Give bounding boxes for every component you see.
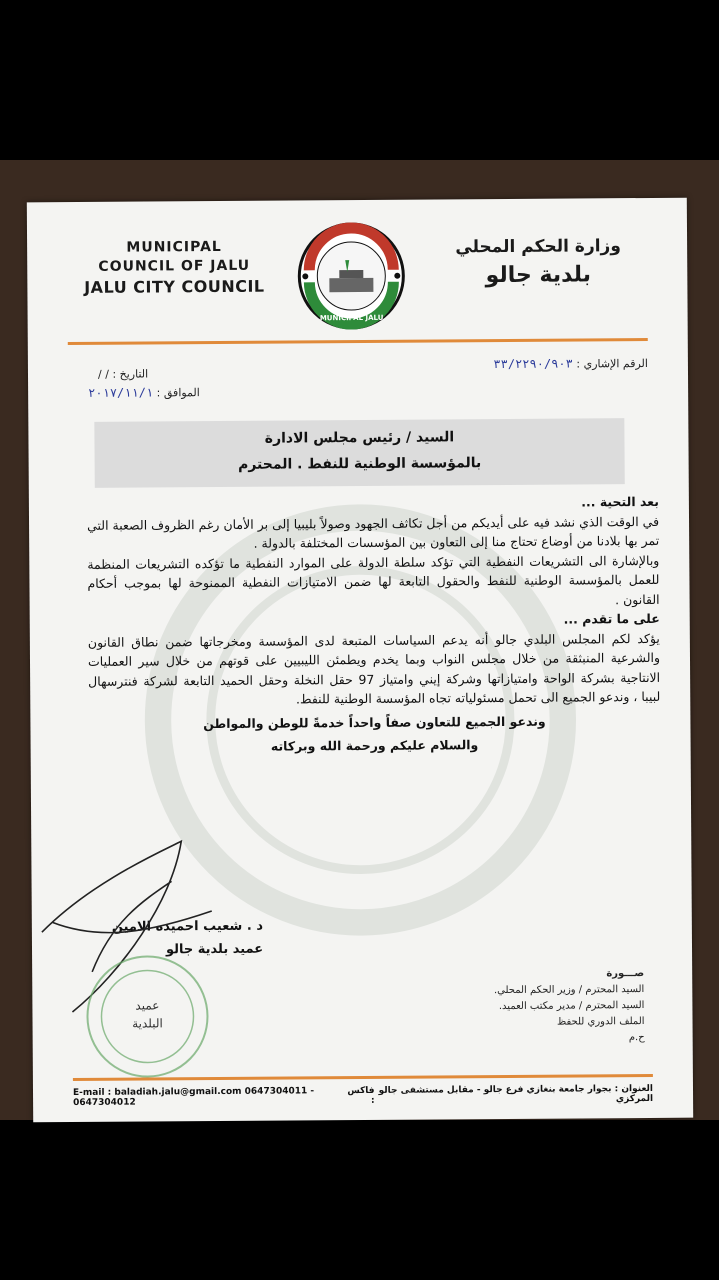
date-field (98, 367, 148, 380)
official-stamp (82, 951, 213, 1082)
footer-contact: E-mail : baladiah.jalu@gmail.com 0647304011 - 0647304012 (72, 1086, 315, 1109)
english-header (79, 239, 269, 297)
cc-list (404, 966, 645, 1048)
stamp-line1: عميد (135, 998, 160, 1013)
paragraph-4: يؤكد لكم المجلس البلدي جالو أنه يدعم السياسات المتبعة لدى المؤسسة ومخرجاتها ضمن نطاق القانون والشرعية المنبثقة من خلال مجلس النواب وبما يخدم ويطمئن الليبيين على قوتهم من خلال سير العمليات الانتاجية بشركة الواحة وامتيازاتها وشركة إيني وامتياز 97 حقل النخلة وحقل الحميد التابعة لشركة فنترسهال لبيبا ، وندعو الجميع الى تحمل مسئولياته تجاه المؤسسة الوطنية للنفط. (87, 630, 661, 707)
english-header-line2: COUNCIL OF JALU (98, 257, 251, 275)
signatory-title: عميد بلدية جالو (165, 941, 264, 958)
cc-item: الملف الدوري للحفظ (556, 1016, 645, 1028)
addressee-line2: بالمؤسسة الوطنية للنفط . المحترم (237, 455, 482, 473)
paragraph-1: في الوقت الذي نشد فيه على أيديكم من أجل تكاثف الجهود وصولاً بليبيا إلى بر الأمان رغم الظروف الصعبة التي تمر بها بلادنا من أوضاع تحتاج منا إلى التعاون بين المؤسسات المختلفة بالدولة . (86, 513, 660, 551)
reference-value: ٣٣/٢٢٩٠/٩٠٣ (493, 356, 573, 372)
arabic-header (443, 236, 633, 288)
corresponding-date (88, 385, 200, 400)
english-header-line1: MUNICIPAL (126, 238, 222, 256)
addressee-line1: السيد / رئيس مجلس الادارة (264, 429, 455, 447)
logo-text: MUNICIPAL JALU (319, 313, 384, 323)
paragraph-3-heading: على ما تقدم ... (563, 610, 660, 627)
signatory-name: د . شعيب احميده الامين (111, 918, 264, 935)
cc-item: ح.م (628, 1032, 645, 1044)
date-label: التاريخ : (112, 367, 149, 381)
closing-line1: وندعو الجميع للتعاون صفاً واحداً خدمةً للوطن والمواطن (203, 713, 546, 731)
corresponding-label: الموافق : (156, 386, 200, 400)
arabic-header-line1: وزارة الحكم المحلي (455, 236, 621, 258)
arabic-header-line2: بلدية جالو (485, 262, 592, 289)
addressee-block (94, 418, 624, 488)
cc-heading: صـــورة (606, 968, 645, 980)
header-divider (68, 338, 648, 345)
reference-label: الرقم الإشاري : (576, 356, 648, 371)
greeting: بعد التحية ... (581, 493, 659, 510)
corresponding-value: ٢٠١٧/١١/١ (88, 385, 154, 400)
reference-number (493, 356, 648, 371)
english-header-line3: JALU CITY COUNCIL (84, 276, 265, 297)
document-page (27, 198, 693, 1123)
closing-line2: والسلام عليكم ورحمة الله وبركاته (270, 737, 479, 754)
stamp-line2: البلدية (132, 1016, 163, 1031)
footer-fax-label: فاكس : (347, 1085, 375, 1106)
paragraph-2: وبالإشارة الى التشريعات النفطية التي تؤكد سلطة الدولة على الموارد النفطية ما تؤكده التشريعات المنظمة للعمل بالمؤسسة الوطنية للنفط والحقول التابعة لها ضمن الامتيازات النفطية الممنوحة لها بموجب أحكام القانون . (87, 552, 660, 607)
cc-item: السيد المحترم / مدير مكتب العميد. (498, 1000, 645, 1013)
footer-address: العنوان : بجوار جامعة بنغازي فرع جالو - مقابل مستشفى جالو المركزي (378, 1083, 654, 1105)
municipal-logo (295, 220, 408, 333)
cc-item: السيد المحترم / وزير الحكم المحلي. (493, 984, 645, 997)
date-value: / / (97, 367, 109, 381)
letter-body (87, 492, 661, 757)
footer (73, 1084, 653, 1108)
